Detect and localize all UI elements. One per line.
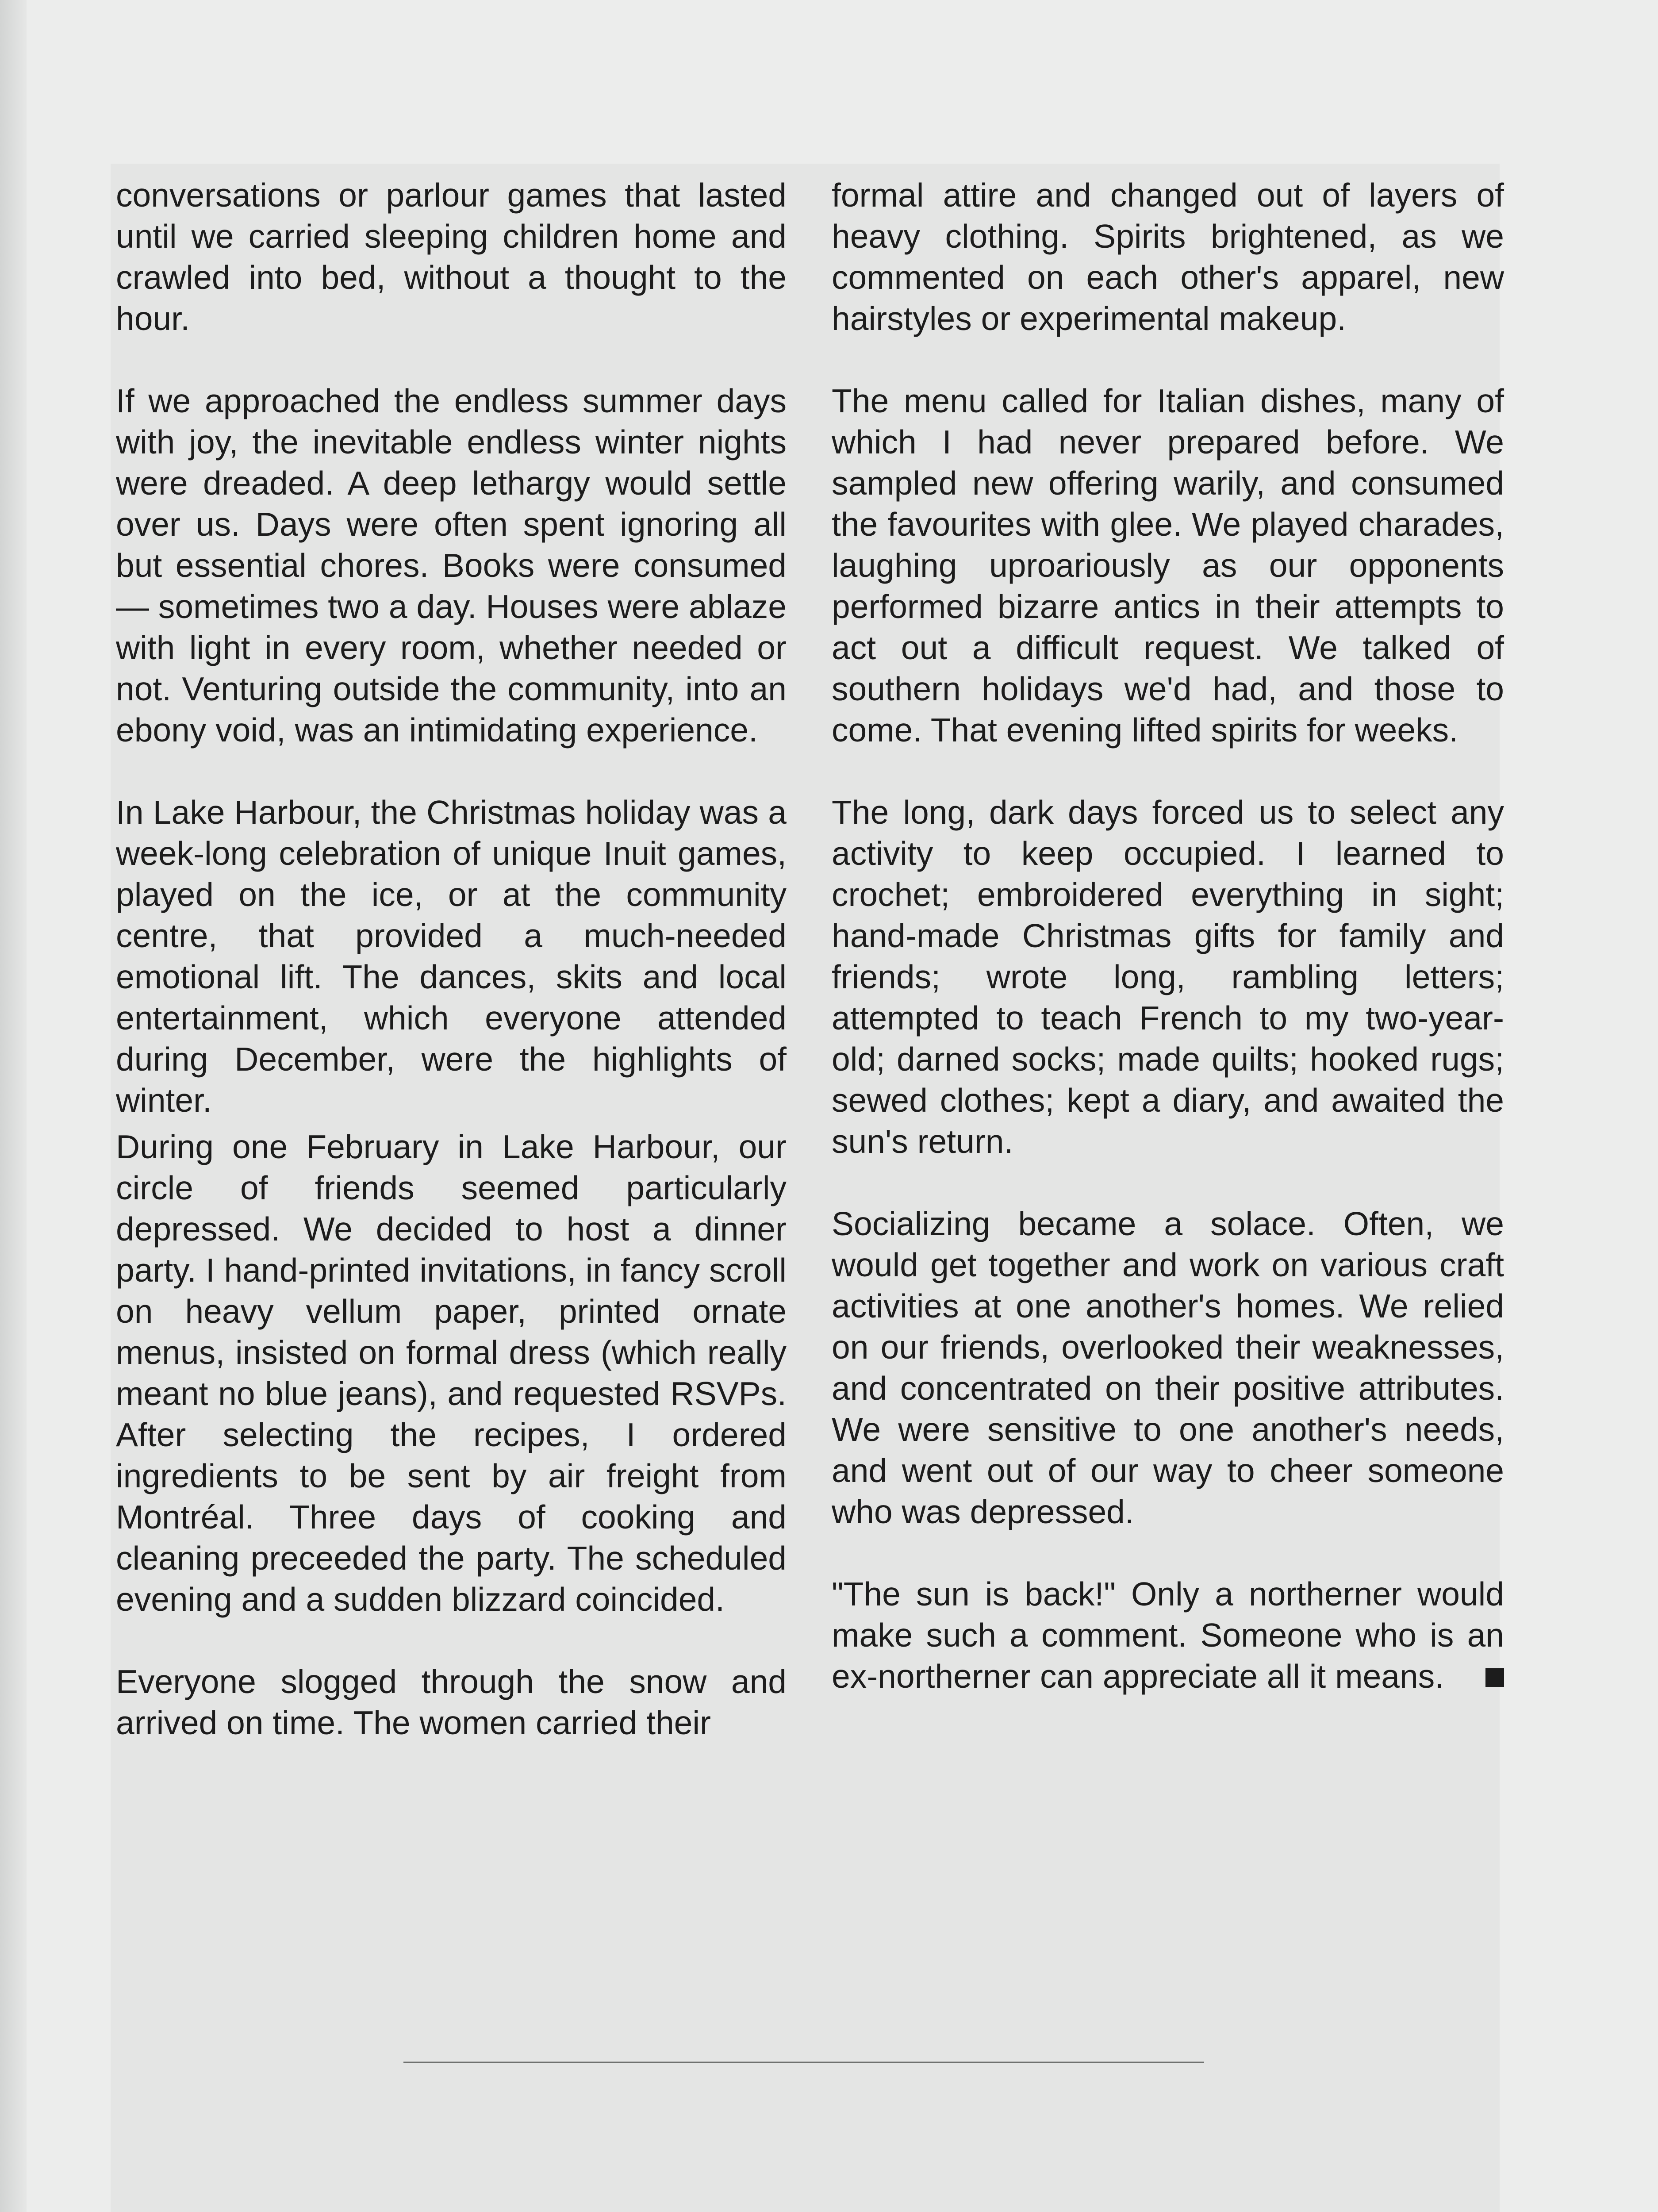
closing-paragraph-text: "The sun is back!" Only a northerner would make such a comment. Someone who is an ex-northerner can appreciate all it means.: [832, 1575, 1504, 1695]
paragraph: The menu called for Italian dishes, many of which I had never prepared before. We sampled new offering warily, and consumed the favourites with glee. We played charades, laughing uproariously as our opponents performed bizarre antics in their attempts to act out a difficult request. We talked of southern holidays we'd had, and those to come. That evening lifted spirits for weeks.: [832, 382, 1504, 749]
paragraph: Socializing became a solace. Often, we would get together and work on various craft activities at one another's homes. We relied on our friends, overlooked their weaknesses, and concentrated on their positive attributes. We were sensitive to one another's needs, and went out of our way to cheer someone who was depressed.: [832, 1205, 1504, 1530]
paragraph: Everyone slogged through the snow and arrived on time. The women carried their: [116, 1663, 787, 1741]
paragraph: If we approached the endless summer days with joy, the inevitable endless winter nights were dreaded. A deep lethargy would settle over us. Days were often spent ignoring all but essential chores. Books were consumed — sometimes two a day. Houses were ablaze with light in every room, whether needed or not. Venturing outside the community, into an ebony void, was an intimidating experience.: [116, 382, 787, 749]
paragraph: In Lake Harbour, the Christmas holiday was a week-long celebration of unique Inuit games, played on the ice, or at the community centre, that provided a much-needed emotional lift. The dances, skits and local entertainment, which everyone attended during December, were the highlights of winter.: [116, 794, 787, 1119]
article-left-column: [116, 175, 787, 1785]
paragraph: formal attire and changed out of layers of heavy clothing. Spirits brightened, as we commented on each other's apparel, new hairstyles or experimental makeup.: [832, 177, 1504, 337]
closing-paragraph: [832, 1574, 1504, 1697]
article-right-column: [832, 175, 1504, 1738]
end-of-article-square-icon: [1485, 1668, 1504, 1687]
page-binding-edge: [0, 0, 27, 2212]
paragraph: During one February in Lake Harbour, our circle of friends seemed particularly depressed. We decided to host a dinner party. I hand-printed invitations, in fancy scroll on heavy vellum paper, printed ornate menus, insisted on formal dress (which really meant no blue jeans), and requested RSVPs. After selecting the recipes, I ordered ingredients to be sent by air freight from Montréal. Three days of cooking and cleaning preceeded the party. The scheduled evening and a sudden blizzard coincided.: [116, 1128, 787, 1618]
paragraph: The long, dark days forced us to select any activity to keep occupied. I learned to crochet; embroidered everything in sight; hand-made Christmas gifts for family and friends; wrote long, rambling letters; attempted to teach French to my two-year-old; darned socks; made quilts; hooked rugs; sewed clothes; kept a diary, and awaited the sun's return.: [832, 794, 1504, 1160]
paragraph: conversations or parlour games that lasted until we carried sleeping children home and crawled into bed, without a thought to the hour.: [116, 177, 787, 337]
section-divider-rule: [403, 2062, 1204, 2063]
